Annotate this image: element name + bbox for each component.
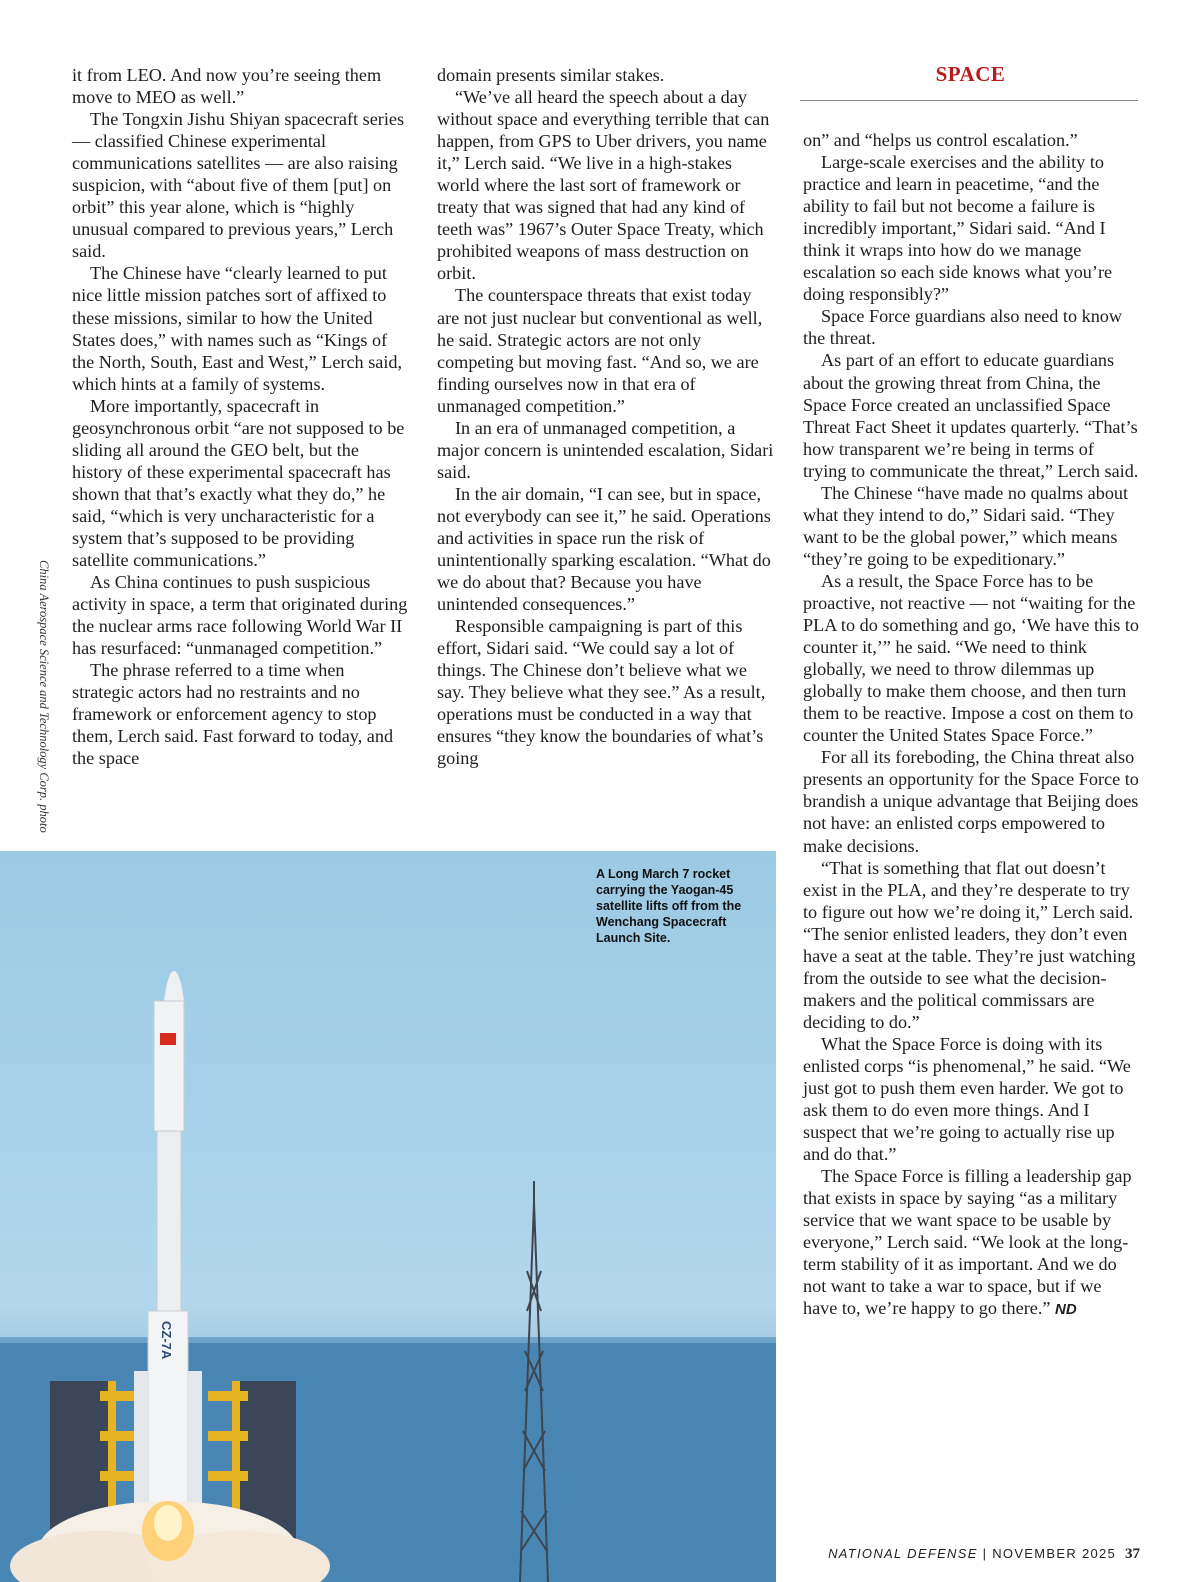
end-mark: ND [1055, 1301, 1077, 1319]
page-footer [828, 1546, 1140, 1563]
issue-date: NOVEMBER 2025 [992, 1546, 1117, 1561]
rocket-launch-illustration [0, 851, 776, 1582]
paragraph: The counterspace threats that exist today are not just nuclear but conventional as well, he said. Strategic actors are not only competing but moving fast. “And so, we are finding ourselves now in that era of unmanaged competition.” [437, 285, 763, 416]
paragraph: The phrase referred to a time when strategic actors had no restraints and no framework or enforcement agency to stop them, Lerch said. Fast forward to today, and the space [72, 660, 394, 769]
section-divider [800, 100, 1138, 101]
paragraph: “We’ve all heard the speech about a day without space and everything terrible that can happen, from GPS to Uber drivers, you name it,” Lerch said. “We live in a high-stakes world where the last sort of framework or treaty that was signed that had any kind of teeth was” 1967’s Outer Space Treaty, which prohibited weapons of mass destruction on orbit. [437, 87, 770, 284]
photo-credit: China Aerospace Science and Technology Corp. photo [37, 560, 51, 833]
paragraph: it from LEO. And now you’re seeing them move to MEO as well.” [72, 65, 382, 108]
flag-icon [160, 1033, 176, 1045]
article-column-2 [437, 64, 774, 770]
paragraph: For all its foreboding, the China threat also presents an opportunity for the Space Force to brandish a unique advantage that Beijing does not have: an enlisted corps empowered to make decisions. [803, 747, 1139, 856]
article-column-3 [803, 129, 1139, 1322]
paragraph: In the air domain, “I can see, but in space, not everybody can see it,” he said. Operations and activities in space run the risk of unintentionally sparking escalation. “What do we do about that? Because you have unintended consequences.” [437, 483, 771, 615]
paragraph: The Tongxin Jishu Shiyan spacecraft series — classified Chinese experimental communications satellites — are also raising suspicion, with “about five of them [put] on orbit” this year alone, which is “highly unusual compared to previous years,” Lerch said. [72, 109, 405, 262]
paragraph: on” and “helps us control escalation.” [803, 130, 1078, 150]
paragraph: domain presents similar stakes. [437, 65, 665, 85]
paragraph [803, 1165, 1139, 1321]
paragraph-text: The Space Force is filling a leadership gap that exists in space by saying “as a military service that we want space to be usable by everyone,” Lerch said. “We look at the long-term stability of it as important. And we do not want to take a war to space, but if we have to, we’re happy to go there.” [803, 1166, 1132, 1319]
rocket-marking: CZ-7A [159, 1321, 174, 1360]
magazine-name: NATIONAL DEFENSE [828, 1546, 978, 1561]
paragraph: As part of an effort to educate guardians about the growing threat from China, the Space Force created an unclassified Space Threat Fact Sheet it updates quarterly. “That’s how transparent we’re being in terms of trying to communicate the threat,” Lerch said. [803, 350, 1139, 481]
horizon-haze [0, 1337, 776, 1343]
page-number: 37 [1125, 1546, 1140, 1562]
paragraph: What the Space Force is doing with its enlisted corps “is phenomenal,” he said. “We just got to push them even harder. We got to ask them to do even more things. And I suspect that we’re going to actually rise up and do that.” [803, 1033, 1131, 1165]
paragraph: Space Force guardians also need to know the threat. [803, 306, 1123, 349]
paragraph: More importantly, spacecraft in geosynchronous orbit “are not supposed to be sliding all around the GEO belt, but the history of these experimental spacecraft has shown that that’s exactly what they do,” he said, “which is very uncharacteristic for a system that’s supposed to be providing satellite communications.” [72, 395, 405, 571]
paragraph: The Chinese “have made no qualms about what they intend to do,” Sidari said. “They want to be the global power,” which means “they’re going to be expeditionary.” [803, 482, 1129, 569]
rocket-launch-photo [0, 851, 776, 1582]
paragraph: In an era of unmanaged competition, a major concern is unintended escalation, Sidari said. [437, 417, 774, 482]
article-column-1 [72, 64, 408, 770]
paragraph: As a result, the Space Force has to be proactive, not reactive — not “waiting for the PLA to do something and go, ‘We have this to counter it,’” he said. “We need to think globally, we need to throw dilemmas up globally to make them choose, and then turn them to be reactive. Impose a cost on them to counter the United States Space Force.” [803, 570, 1139, 746]
paragraph: The Chinese have “clearly learned to put nice little mission patches sort of affixed to these missions, similar to how the United States does,” with names such as “Kings of the North, South, East and West,” Lerch said, which hints at a family of systems. [72, 263, 403, 394]
paragraph: As China continues to push suspicious activity in space, a term that originated during the nuclear arms race following World War II has resurfaced: “unmanaged competition.” [72, 572, 408, 659]
photo-caption: A Long March 7 rocket carrying the Yaogan-45 satellite lifts off from the Wenchang Spacecraft Launch Site. [596, 867, 742, 945]
section-label: SPACE [935, 62, 1006, 86]
paragraph: Large-scale exercises and the ability to practice and learn in peacetime, “and the ability to fail but not become a failure is incredibly important,” Sidari said. “And I think it wraps into how do we manage escalation so each side knows what you’re doing responsibly?” [803, 152, 1113, 305]
paragraph: “That is something that flat out doesn’t exist in the PLA, and they’re desperate to try to figure out how we’re doing it,” Lerch said. “The senior enlisted leaders, they don’t even have a seat at the table. They’re just watching from the outside to see what the decision-makers and the political commissars are deciding to do.” [803, 857, 1136, 1032]
footer-separator: | [982, 1546, 988, 1561]
rocket [134, 971, 202, 1511]
paragraph: Responsible campaigning is part of this effort, Sidari said. “We could say a lot of things. The Chinese don’t believe what we say. They believe what they see.” As a result, operations must be conducted in a way that ensures “they know the boundaries of what’s going [437, 616, 766, 769]
